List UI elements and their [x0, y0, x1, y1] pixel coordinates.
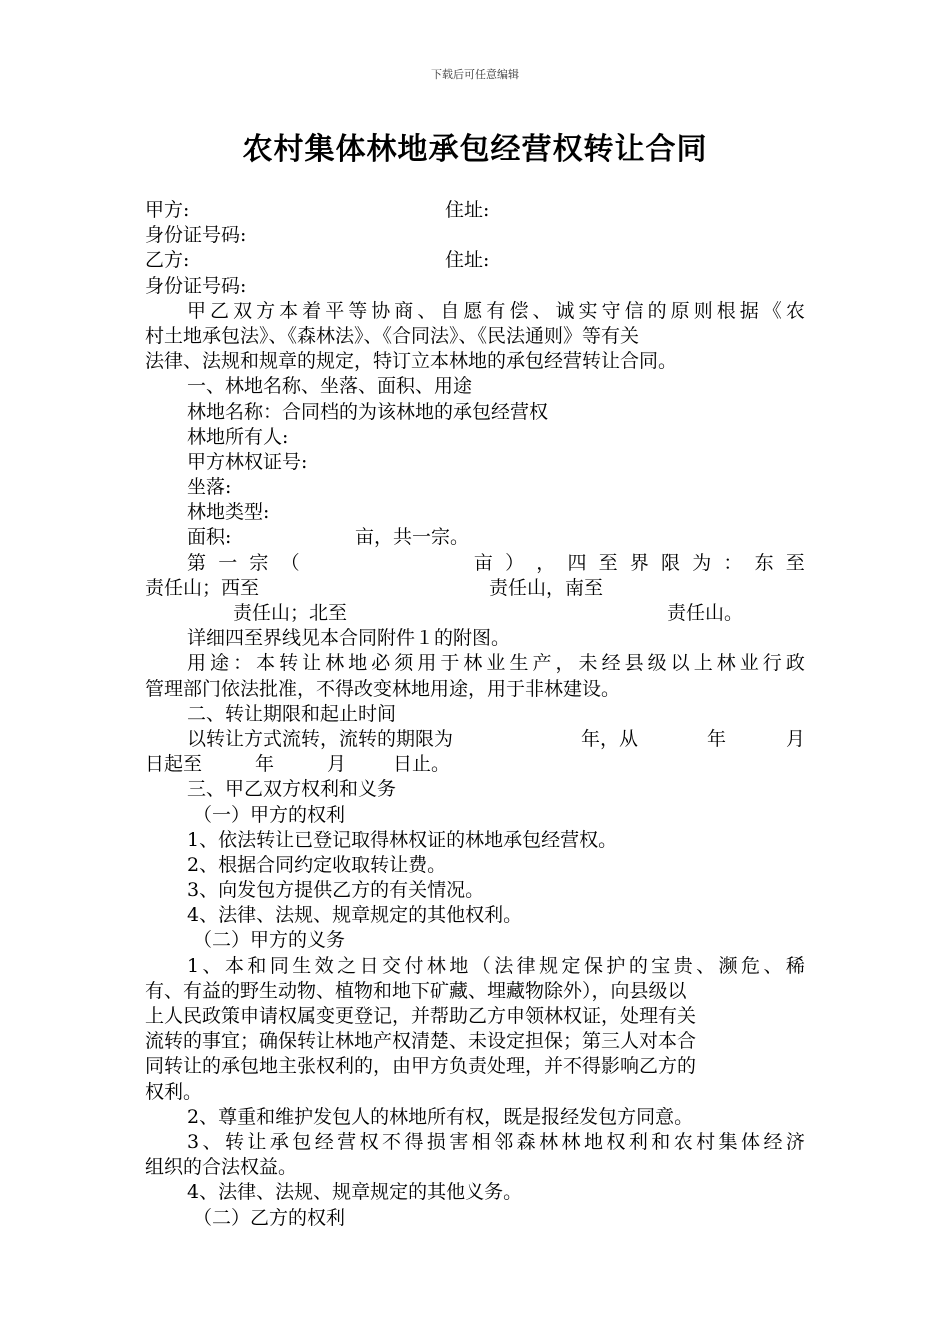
boundary-west-south: [145, 576, 805, 601]
parcel-token: 一: [218, 551, 238, 574]
parcel-token: 第: [187, 551, 207, 574]
term-end-year: 年: [255, 753, 275, 776]
party-b-address: 住址:: [445, 249, 490, 272]
term-line-1: [145, 727, 805, 752]
contract-title: 农村集体林地承包经营权转让合同: [242, 132, 708, 167]
party-a-duty-2: 2、尊重和维护发包人的林地所有权，既是报经发包方同意。: [187, 1105, 694, 1128]
party-a-rights-heading: （一）甲方的权利: [193, 803, 346, 826]
party-a-right: 4、法律、法规、规章规定的其他权利。: [187, 904, 523, 927]
party-a-line: [145, 198, 805, 223]
party-a-right: 3、向发包方提供乙方的有关情况。: [187, 879, 485, 902]
parcel-token: 亩: [473, 551, 493, 574]
term-text: 以转让方式流转，流转的期限为: [187, 727, 454, 750]
contract-body: [145, 198, 805, 1231]
parcel-token: （: [280, 551, 300, 574]
area-unit: 亩，共一宗。: [355, 526, 470, 549]
term-year: 年，从: [581, 727, 639, 750]
forest-location: 坐落:: [187, 476, 232, 499]
party-a-duty-4: 4、法律、法规、规章规定的其他义务。: [187, 1181, 523, 1204]
party-b-id: 身份证号码:: [145, 274, 247, 297]
parcel-token: 至: [598, 551, 618, 574]
party-a-label: 甲方:: [145, 199, 190, 221]
term-end-day: 日止。: [393, 753, 451, 776]
party-a-duty-1: 权利。: [145, 1080, 203, 1103]
preamble-line: 村土地承包法》、《森林法》、《合同法》、《民法通则》等有关: [145, 324, 640, 347]
parcel-token: ，: [536, 551, 556, 574]
party-a-duty-1: 上人民政策申请权属变更登记，并帮助乙方申领林权证，处理有关: [145, 1005, 697, 1027]
boundary-south: 责任山，南至: [489, 576, 604, 599]
preamble-line: 甲 乙 双 方 本 着 平 等 协 商 、 自 愿 有 偿 、 诚 实 守 信 的 原 则 根 据 《 农: [187, 299, 805, 322]
term-start-month: 月: [786, 727, 806, 750]
party-a-duty-1: 1 、 本 和 同 生 效 之 日 交 付 林 地 （ 法 律 规 定 保 护 的 宝 贵 、 濒 危 、 稀: [187, 954, 805, 977]
term-end-month: 月: [327, 753, 347, 776]
party-b-label: 乙方:: [145, 249, 190, 272]
parcel-token: 东: [754, 551, 774, 574]
parcel-boundary-line: [145, 551, 805, 576]
parcel-token: ）: [505, 551, 525, 574]
boundary-detail: 详细四至界线见本合同附件１的附图。: [187, 627, 511, 650]
party-a-duty-3: 组织的合法权益。: [145, 1156, 298, 1179]
boundary-west: 责任山；西至: [145, 576, 260, 599]
preamble-line: 法律、法规和规章的规定，特订立本林地的承包经营转让合同。: [145, 350, 678, 373]
parcel-token: 至: [785, 551, 805, 574]
parcel-token: ：: [723, 551, 743, 574]
term-start-year: 年: [707, 727, 727, 750]
parcel-token: 界: [629, 551, 649, 574]
party-a-right: 1、依法转让已登记取得林权证的林地承包经营权。: [187, 828, 618, 851]
forest-owner: 林地所有人:: [187, 425, 289, 448]
party-a-address: 住址:: [445, 199, 490, 221]
parcel-token: 限: [661, 551, 681, 574]
forest-name: 林地名称：合同档的为该林地的承包经营权: [187, 400, 549, 423]
party-b-line: [145, 248, 805, 273]
parcel-token: 为: [692, 551, 712, 574]
party-b-rights-heading: （二）乙方的权利: [193, 1206, 346, 1229]
forest-area: [145, 525, 805, 550]
term-line-2: [145, 752, 805, 777]
section-3-heading: 三、甲乙双方权利和义务: [187, 778, 397, 801]
parcel-blank: [312, 551, 462, 576]
page-header-note: 下载后可任意编辑: [431, 68, 519, 81]
section-1-heading: 一、林地名称、坐落、面积、用途: [187, 375, 473, 398]
use-line: 管理部门依法批准，不得改变林地用途，用于非林建设。: [145, 677, 621, 700]
boundary-north-end: 责任山。: [667, 602, 744, 624]
forest-type: 林地类型:: [187, 501, 270, 524]
party-a-duty-3: 3 、 转 让 承 包 经 营 权 不 得 损 害 相 邻 森 林 林 地 权 利 和 农 村 集 体 经 济: [187, 1130, 805, 1153]
party-a-duty-1: 流转的事宜；确保转让林地产权清楚、未设定担保；第三人对本合: [145, 1030, 697, 1053]
boundary-north: [145, 601, 805, 626]
parcel-token: 宗: [249, 551, 269, 574]
area-label: 面积:: [187, 526, 232, 549]
section-2-heading: 二、转让期限和起止时间: [187, 702, 397, 725]
term-start-day: 日起至: [145, 753, 203, 776]
party-a-right: 2、根据合同约定收取转让费。: [187, 853, 447, 876]
parcel-token: 四: [567, 551, 587, 574]
party-a-duty-1: 有、有益的野生动物、植物和地下矿藏、埋藏物除外），向县级以: [145, 979, 687, 1002]
use-line: 用 途 ： 本 转 让 林 地 必 须 用 于 林 业 生 产 ， 未 经 县 级 以 上 林 业 行 政: [187, 652, 805, 675]
forest-cert-no: 甲方林权证号:: [187, 450, 308, 473]
party-a-duty-1: 同转让的承包地主张权利的，由甲方负责处理，并不得影响乙方的: [145, 1055, 697, 1078]
party-a-id: 身份证号码:: [145, 224, 247, 247]
boundary-north-label: 责任山；北至: [233, 602, 348, 624]
party-a-duties-heading: （二）甲方的义务: [193, 929, 346, 952]
